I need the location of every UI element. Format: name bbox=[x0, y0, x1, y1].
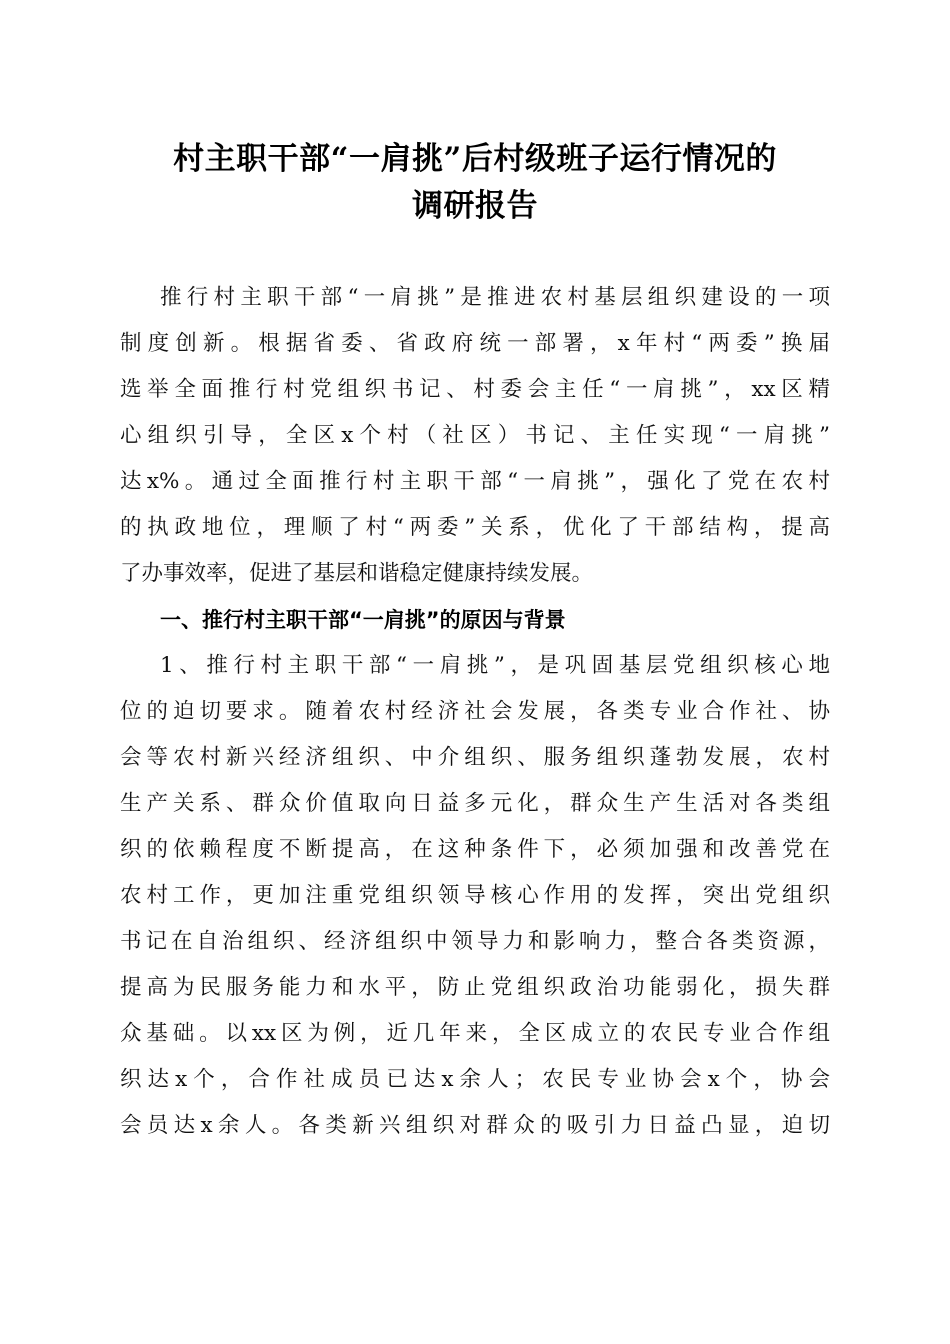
paragraph-line: 会等农村新兴经济组织、中介组织、服务组织蓬勃发展，农村 bbox=[120, 745, 830, 770]
paragraph-line: 心组织引导，全区x个村（社区）书记、主任实现“一肩挑” bbox=[120, 423, 830, 448]
paragraph-line: 的执政地位，理顺了村“两委”关系，优化了干部结构，提高 bbox=[120, 515, 830, 540]
paragraph-line: 提高为民服务能力和水平，防止党组织政治功能弱化，损失群 bbox=[120, 975, 830, 1000]
paragraph-line: 农村工作，更加注重党组织领导核心作用的发挥，突出党组织 bbox=[120, 883, 830, 908]
paragraph-line: 推行村主职干部“一肩挑”是推进农村基层组织建设的一项 bbox=[160, 285, 830, 310]
paragraph-line: 书记在自治组织、经济组织中领导力和影响力，整合各类资源， bbox=[120, 929, 830, 954]
paragraph-line: 位的迫切要求。随着农村经济社会发展，各类专业合作社、协 bbox=[120, 699, 830, 724]
paragraph-line: 达x%。通过全面推行村主职干部“一肩挑”，强化了党在农村 bbox=[120, 469, 830, 494]
paragraph-line: 会员达x余人。各类新兴组织对群众的吸引力日益凸显，迫切 bbox=[120, 1113, 830, 1138]
document-title-line-1: 村主职干部“一肩挑”后村级班子运行情况的 bbox=[173, 141, 777, 177]
section-heading: 一、推行村主职干部“一肩挑”的原因与背景 bbox=[160, 608, 566, 632]
document-title-line-2: 调研报告 bbox=[412, 188, 538, 224]
paragraph-line: 1、推行村主职干部“一肩挑”，是巩固基层党组织核心地 bbox=[160, 653, 830, 678]
paragraph-line: 众基础。以xx区为例，近几年来，全区成立的农民专业合作组 bbox=[120, 1021, 830, 1046]
paragraph-line: 选举全面推行村党组织书记、村委会主任“一肩挑”，xx区精 bbox=[120, 377, 830, 402]
paragraph-line: 制度创新。根据省委、省政府统一部署，x年村“两委”换届 bbox=[120, 331, 830, 356]
paragraph-line: 织的依赖程度不断提高，在这种条件下，必须加强和改善党在 bbox=[120, 837, 830, 862]
paragraph-line: 织达x个，合作社成员已达x余人；农民专业协会x个，协会 bbox=[120, 1067, 830, 1092]
paragraph-line: 了办事效率，促进了基层和谐稳定健康持续发展。 bbox=[120, 561, 594, 586]
paragraph-line: 生产关系、群众价值取向日益多元化，群众生产生活对各类组 bbox=[120, 791, 830, 816]
